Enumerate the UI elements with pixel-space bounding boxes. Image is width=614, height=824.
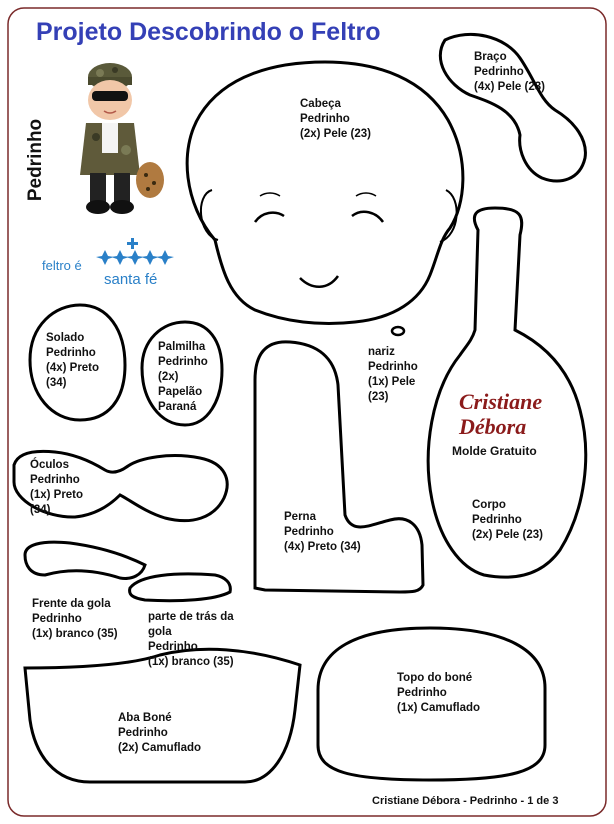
logo-prefix: feltro é (42, 258, 82, 273)
eye-left (255, 213, 284, 222)
side-label: Pedrinho (25, 118, 46, 202)
santa-fe-logo-crosses (96, 238, 174, 265)
tras-gola-label: parte de trás da gola Pedrinho (1x) branco (35) (148, 611, 234, 668)
nariz-piece (392, 327, 404, 335)
doll-photo (60, 55, 170, 225)
braco-label: Braço Pedrinho (4x) Pele (23) (474, 51, 545, 93)
tras-gola-piece (130, 574, 231, 601)
brow-right (356, 193, 376, 196)
frente-gola-label: Frente da gola Pedrinho (1x) branco (35) (32, 598, 118, 640)
page-title: Projeto Descobrindo o Feltro (36, 18, 381, 46)
perna-label: Perna Pedrinho (4x) Preto (34) (284, 511, 361, 553)
frente-gola-piece (25, 542, 145, 578)
watermark-subtitle: Molde Gratuito (452, 444, 537, 458)
solado-label: Solado Pedrinho (4x) Preto (34) (46, 332, 100, 389)
cabeca-label: Cabeça Pedrinho (2x) Pele (23) (300, 98, 371, 140)
oculos-label: Óculos Pedrinho (1x) Preto (34) (30, 459, 84, 516)
nariz-label: nariz Pedrinho (1x) Pele (23) (368, 346, 418, 403)
palmilha-label: Palmilha Pedrinho (2x) Papelão Paraná (158, 341, 208, 413)
eye-right (352, 212, 383, 222)
topo-bone-label: Topo do boné Pedrinho (1x) Camuflado (397, 672, 481, 714)
watermark-line1: Cristiane (459, 389, 543, 414)
watermark-line2: Débora (459, 414, 527, 439)
logo-brand: santa fé (104, 271, 158, 288)
brow-left (260, 193, 280, 196)
corpo-label: Corpo Pedrinho (2x) Pele (23) (472, 499, 543, 541)
aba-bone-label: Aba Boné Pedrinho (2x) Camuflado (118, 712, 202, 754)
page-footer: Cristiane Débora - Pedrinho - 1 de 3 (372, 795, 559, 807)
cabeca-ear-right (440, 190, 457, 242)
mouth (300, 276, 338, 287)
